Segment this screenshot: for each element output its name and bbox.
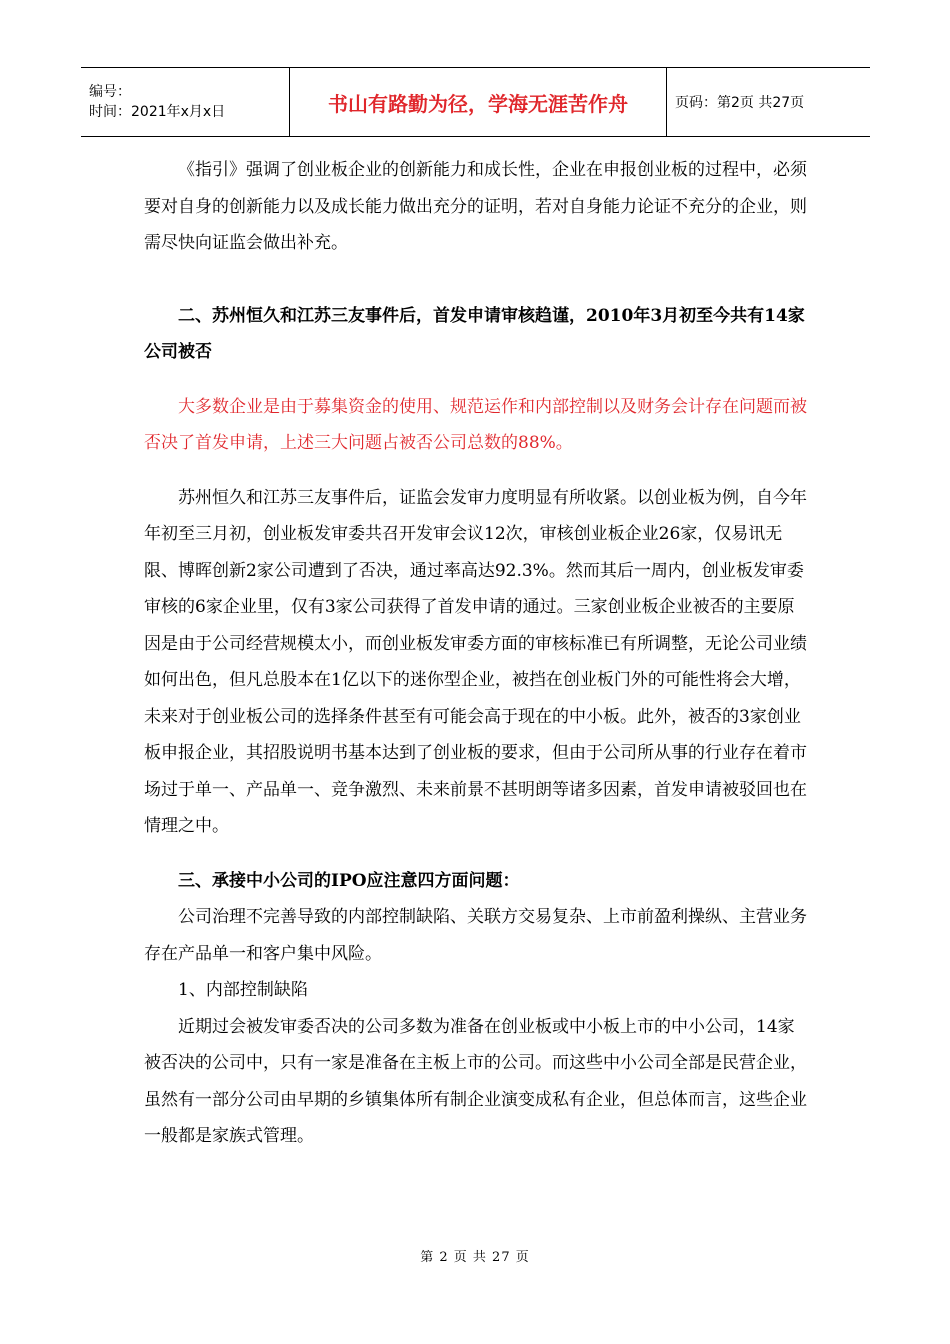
paragraph-review-details: 苏州恒久和江苏三友事件后，证监会发审力度明显有所收紧。以创业板为例，自今年年初至三月初，创业板发审委共召开发审会议12次，审核创业板企业26家，仅易讯无限、博晖创新2家公司遭到了否决，通过率高达92.3%。然而其后一周内，创业板发审委审核的6家企业里，仅有3家公司获得了首发申请的通过。三家创业板企业被否的主要原因是由于公司经营规模太小，而创业板发审委方面的审核标准已有所调整，无论公司业绩如何出色，但凡总股本在1亿以下的迷你型企业，被挡在创业板门外的可能性将会大增，未来对于创业板公司的选择条件甚至有可能会高于现在的中小板。此外，被否的3家创业板申报企业，其招股说明书基本达到了创业板的要求，但由于公司所从事的行业存在着市场过于单一、产品单一、竞争激烈、未来前景不甚明朗等诸多因素，首发申请被驳回也在情理之中。 bbox=[144, 487, 807, 836]
paragraph-guideline: 《指引》强调了创业板企业的创新能力和成长性，企业在申报创业板的过程中，必须要对自身的创新能力以及成长能力做出充分的证明，若对自身能力论证不充分的企业，则需尽快向证监会做出补充。 bbox=[144, 160, 807, 253]
subheading-internal-control: 1、内部控制缺陷 bbox=[178, 980, 308, 1000]
header-meta bbox=[81, 68, 290, 136]
paragraph-highlight-red: 大多数企业是由于募集资金的使用、规范运作和内部控制以及财务会计存在问题而被否决了首发申请，上述三大问题占被否公司总数的88%。 bbox=[144, 396, 807, 453]
header-motto: 书山有路勤为径，学海无涯苦作舟 bbox=[290, 68, 667, 136]
paragraph-four-issues: 公司治理不完善导致的内部控制缺陷、关联方交易复杂、上市前盈利操纵、主营业务存在产品单一和客户集中风险。 bbox=[144, 907, 807, 964]
section-heading-3: 三、承接中小公司的IPO应注意四方面问题： bbox=[178, 870, 520, 891]
paragraph-internal-control: 近期过会被发审委否决的公司多数为准备在创业板或中小板上市的中小公司，14家被否决的公司中，只有一家是准备在主板上市的公司。而这些中小公司全部是民营企业，虽然有一部分公司由早期的乡镇集体所有制企业演变成私有企业，但总体而言，这些企业一般都是家族式管理。 bbox=[144, 1016, 807, 1146]
page-header bbox=[81, 67, 870, 137]
page-footer-number: 第 2 页 共 27 页 bbox=[420, 1250, 530, 1265]
section-heading-2: 二、苏州恒久和江苏三友事件后，首发申请审核趋谨，2010年3月初至今共有14家公司被否 bbox=[144, 305, 805, 362]
document-body bbox=[144, 152, 808, 1155]
header-page-info: 页码：第2页 共27页 bbox=[675, 95, 805, 111]
document-number-label: 编号： bbox=[89, 84, 131, 100]
document-time-label: 时间：2021年x月x日 bbox=[89, 104, 226, 120]
